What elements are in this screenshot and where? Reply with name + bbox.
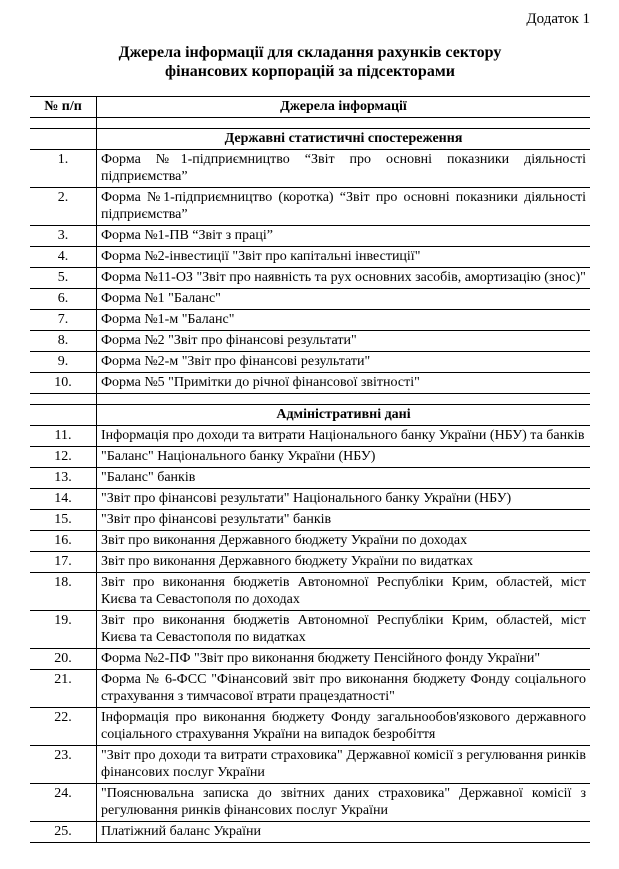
table-row	[30, 310, 590, 331]
table-row	[30, 649, 590, 670]
row-number	[30, 118, 97, 129]
table-row	[30, 289, 590, 310]
section-row	[30, 129, 590, 150]
row-source-text	[97, 394, 591, 405]
row-source-text: "Звіт про фінансові результати" банків	[97, 510, 591, 531]
table-row	[30, 552, 590, 573]
row-source-text: Звіт про виконання Державного бюджету України по видатках	[97, 552, 591, 573]
row-number: 8.	[30, 331, 97, 352]
row-source-text: Форма №2 "Звіт про фінансові результати"	[97, 331, 591, 352]
row-number: 24.	[30, 784, 97, 822]
row-number: 3.	[30, 226, 97, 247]
table-row	[30, 708, 590, 746]
row-number: 5.	[30, 268, 97, 289]
row-source-text: Форма №1-підприємництво “Звіт про основні показники діяльності підприємства”	[97, 150, 591, 188]
row-number: 1.	[30, 150, 97, 188]
row-source-text: Форма №5 "Примітки до річної фінансової звітності"	[97, 373, 591, 394]
row-number: 25.	[30, 822, 97, 843]
table-header-row	[30, 97, 590, 118]
row-number: 19.	[30, 611, 97, 649]
row-source-text: Звіт про виконання бюджетів Автономної Республіки Крим, областей, міст Києва та Севастополя по доходах	[97, 573, 591, 611]
row-number: 9.	[30, 352, 97, 373]
spacer-row	[30, 394, 590, 405]
row-number	[30, 405, 97, 426]
row-number: 20.	[30, 649, 97, 670]
row-number: 16.	[30, 531, 97, 552]
row-source-text: Звіт про виконання Державного бюджету України по доходах	[97, 531, 591, 552]
row-source-text: "Звіт про фінансові результати" Національного банку України (НБУ)	[97, 489, 591, 510]
column-header-number: № п/п	[30, 97, 97, 118]
row-number	[30, 129, 97, 150]
row-source-text: Інформація про виконання бюджету Фонду загальнообов'язкового державного соціального страхування України на випадок безробіття	[97, 708, 591, 746]
row-source-text: Форма №1-підприємництво (коротка) “Звіт про основні показники діяльності підприємства”	[97, 188, 591, 226]
row-number: 7.	[30, 310, 97, 331]
column-header-sources: Джерела інформації	[97, 97, 591, 118]
row-source-text: Форма №2-м "Звіт про фінансові результати"	[97, 352, 591, 373]
row-source-text: Форма №1-ПВ “Звіт з праці”	[97, 226, 591, 247]
row-number: 17.	[30, 552, 97, 573]
row-number: 13.	[30, 468, 97, 489]
spacer-row	[30, 118, 590, 129]
row-source-text: Інформація про доходи та витрати Національного банку України (НБУ) та банків	[97, 426, 591, 447]
table-row	[30, 247, 590, 268]
table-row	[30, 426, 590, 447]
row-number: 15.	[30, 510, 97, 531]
row-number: 14.	[30, 489, 97, 510]
table-row	[30, 468, 590, 489]
table-row	[30, 268, 590, 289]
table-row	[30, 188, 590, 226]
section-title: Державні статистичні спостереження	[97, 129, 591, 150]
row-source-text: "Пояснювальна записка до звітних даних страховика" Державної комісії з регулювання ринків фінансових послуг України	[97, 784, 591, 822]
row-source-text: Форма №2-ПФ "Звіт про виконання бюджету Пенсійного фонду України"	[97, 649, 591, 670]
table-row	[30, 784, 590, 822]
section-row	[30, 405, 590, 426]
table-row	[30, 373, 590, 394]
table-row	[30, 573, 590, 611]
row-source-text: Форма №11-ОЗ "Звіт про наявність та рух основних засобів, амортизацію (знос)"	[97, 268, 591, 289]
appendix-label: Додаток 1	[526, 11, 590, 27]
table-row	[30, 611, 590, 649]
table-body	[30, 118, 590, 843]
row-source-text: Форма № 6-ФСС "Фінансовий звіт про виконання бюджету Фонду соціального страхування з тимчасової втрати працездатності"	[97, 670, 591, 708]
section-title: Адміністративні дані	[97, 405, 591, 426]
row-number: 6.	[30, 289, 97, 310]
page-title-line1: Джерела інформації для складання рахунків сектору	[118, 44, 502, 61]
table-row	[30, 150, 590, 188]
table-row	[30, 510, 590, 531]
row-number: 21.	[30, 670, 97, 708]
row-source-text: Платіжний баланс України	[97, 822, 591, 843]
row-number: 4.	[30, 247, 97, 268]
table-row	[30, 670, 590, 708]
table-row	[30, 489, 590, 510]
table-row	[30, 331, 590, 352]
row-source-text: "Баланс" Національного банку України (НБУ)	[97, 447, 591, 468]
page-title	[30, 43, 590, 81]
row-number	[30, 394, 97, 405]
sources-table	[30, 96, 590, 843]
row-number: 23.	[30, 746, 97, 784]
row-source-text: "Звіт про доходи та витрати страховика" Державної комісії з регулювання ринків фінансових послуг України	[97, 746, 591, 784]
table-row	[30, 226, 590, 247]
row-source-text: Форма №2-інвестиції "Звіт про капітальні інвестиції"	[97, 247, 591, 268]
row-number: 11.	[30, 426, 97, 447]
row-source-text: "Баланс" банків	[97, 468, 591, 489]
page-title-line2: фінансових корпорацій за підсекторами	[165, 63, 455, 80]
table-row	[30, 352, 590, 373]
row-source-text: Звіт про виконання бюджетів Автономної Республіки Крим, областей, міст Києва та Севастополя по видатках	[97, 611, 591, 649]
table-row	[30, 531, 590, 552]
row-number: 10.	[30, 373, 97, 394]
row-number: 12.	[30, 447, 97, 468]
row-source-text: Форма №1-м "Баланс"	[97, 310, 591, 331]
row-number: 18.	[30, 573, 97, 611]
table-row	[30, 447, 590, 468]
row-source-text: Форма №1 "Баланс"	[97, 289, 591, 310]
row-source-text	[97, 118, 591, 129]
row-number: 2.	[30, 188, 97, 226]
table-row	[30, 822, 590, 843]
row-number: 22.	[30, 708, 97, 746]
table-row	[30, 746, 590, 784]
